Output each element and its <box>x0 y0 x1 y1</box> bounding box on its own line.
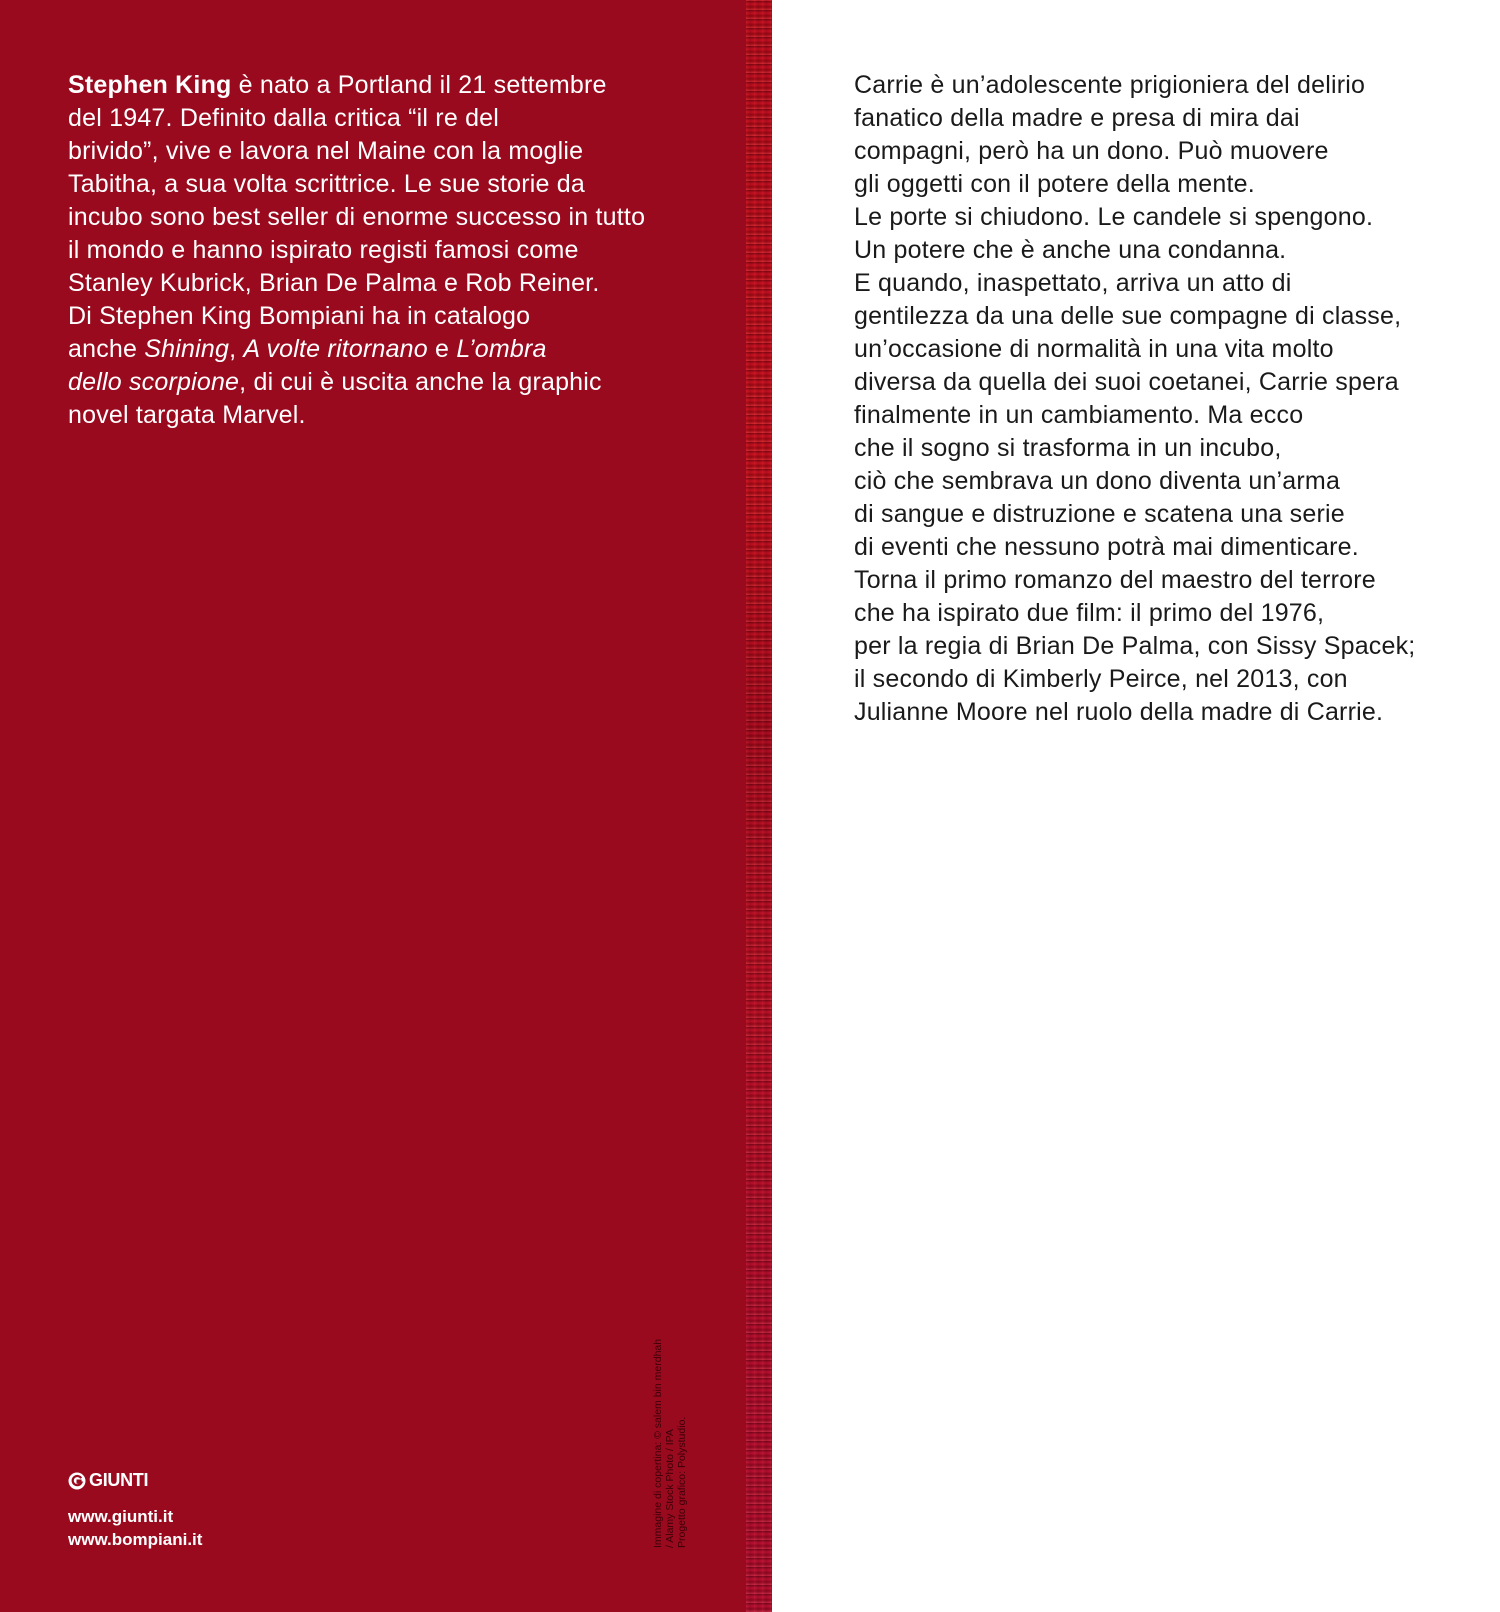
bio-line: brivido”, vive e lavora nel Maine con la moglie <box>68 137 584 165</box>
synopsis-line: di eventi che nessuno potrà mai dimenticare. <box>854 533 1359 561</box>
author-name: Stephen King <box>68 71 232 99</box>
synopsis-line: compagni, però ha un dono. Può muovere <box>854 137 1329 165</box>
website-link-bompiani[interactable]: www.bompiani.it <box>68 1530 203 1549</box>
author-bio <box>68 69 708 432</box>
giunti-logo-icon <box>68 1472 86 1490</box>
book-title-ombra-part2: dello scorpione <box>68 368 240 396</box>
book-title-ombra-part1: L’ombra <box>456 335 547 363</box>
publisher-websites <box>68 1505 202 1551</box>
website-link-giunti[interactable]: www.giunti.it <box>68 1507 174 1526</box>
bio-line: Stephen King è nato a Portland il 21 settembre <box>68 71 607 99</box>
publisher-logo <box>68 1470 148 1491</box>
bio-line: anche Shining, A volte ritornano e L’ombra <box>68 335 547 363</box>
synopsis-line: ciò che sembrava un dono diventa un’arma <box>854 467 1341 495</box>
synopsis-line: Julianne Moore nel ruolo della madre di Carrie. <box>854 698 1384 726</box>
synopsis-line: Carrie è un’adolescente prigioniera del delirio <box>854 71 1366 99</box>
bio-line: Tabitha, a sua volta scrittrice. Le sue storie da <box>68 170 586 198</box>
bio-line: novel targata Marvel. <box>68 401 306 429</box>
synopsis-line: per la regia di Brian De Palma, con Sissy Spacek; <box>854 632 1416 660</box>
bio-line: del 1947. Definito dalla critica “il re del <box>68 104 500 132</box>
synopsis-line: che il sogno si trasforma in un incubo, <box>854 434 1282 462</box>
synopsis-line: il secondo di Kimberly Peirce, nel 2013, con <box>854 665 1348 693</box>
synopsis-line: Torna il primo romanzo del maestro del terrore <box>854 566 1376 594</box>
book-title-shining: Shining <box>144 335 230 363</box>
bio-line: incubo sono best seller di enorme successo in tutto <box>68 203 646 231</box>
image-credits <box>652 1339 688 1548</box>
credits-line: Progetto grafico: Polystudio. <box>676 1416 688 1548</box>
bio-line: Stanley Kubrick, Brian De Palma e Rob Reiner. <box>68 269 600 297</box>
synopsis-line: diversa da quella dei suoi coetanei, Carrie spera <box>854 368 1399 396</box>
synopsis-line: gli oggetti con il potere della mente. <box>854 170 1255 198</box>
synopsis-line: un’occasione di normalità in una vita molto <box>854 335 1334 363</box>
book-synopsis <box>854 69 1454 729</box>
cover-texture-strip <box>746 0 772 1612</box>
synopsis-line: gentilezza da una delle sue compagne di classe, <box>854 302 1402 330</box>
synopsis-line: finalmente in un cambiamento. Ma ecco <box>854 401 1304 429</box>
credits-line: / Alamy Stock Photo / IPA <box>664 1429 676 1548</box>
synopsis-line: Le porte si chiudono. Le candele si spengono. <box>854 203 1374 231</box>
bio-line: dello scorpione, di cui è uscita anche la graphic <box>68 368 602 396</box>
synopsis-line: di sangue e distruzione e scatena una serie <box>854 500 1345 528</box>
bio-line: il mondo e hanno ispirato registi famosi come <box>68 236 579 264</box>
bio-line: Di Stephen King Bompiani ha in catalogo <box>68 302 531 330</box>
synopsis-line: che ha ispirato due film: il primo del 1976, <box>854 599 1325 627</box>
synopsis-line: E quando, inaspettato, arriva un atto di <box>854 269 1292 297</box>
publisher-logo-text: GIUNTI <box>89 1470 149 1490</box>
synopsis-line: Un potere che è anche una condanna. <box>854 236 1287 264</box>
book-title-a-volte-ritornano: A volte ritornano <box>243 335 428 363</box>
synopsis-line: fanatico della madre e presa di mira dai <box>854 104 1300 132</box>
credits-line: Immagine di copertina: © salem bin merdhah <box>652 1338 664 1548</box>
